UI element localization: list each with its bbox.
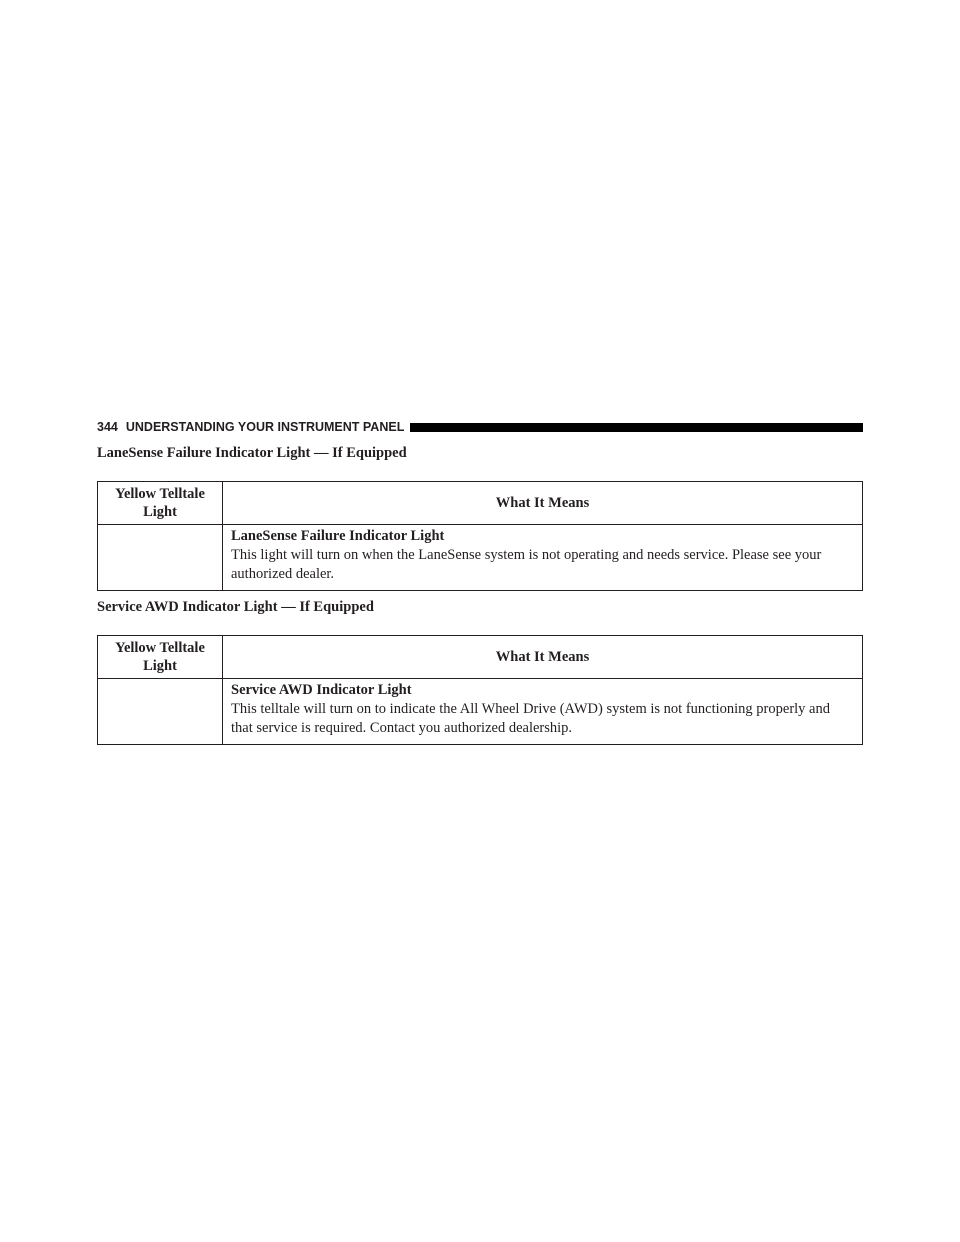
column-header-telltale: Yellow Telltale Light [98, 636, 223, 679]
header-rule [410, 423, 863, 432]
section-title: LaneSense Failure Indicator Light — If Equipped [97, 445, 407, 461]
section-service-awd [97, 597, 863, 745]
page-header [97, 419, 863, 435]
entry-description: This telltale will turn on to indicate the All Wheel Drive (AWD) system is not functioning properly and that service is required. Contact you authorized dealership. [231, 701, 830, 736]
meaning-cell [223, 525, 863, 591]
meaning-cell [223, 679, 863, 745]
entry-description: This light will turn on when the LaneSense system is not operating and needs service. Please see your authorized dealer. [231, 547, 822, 582]
telltale-icon-cell [98, 525, 223, 591]
section-title: Service AWD Indicator Light — If Equipped [97, 599, 374, 615]
entry-title: Service AWD Indicator Light [231, 682, 412, 698]
column-header-meaning: What It Means [223, 482, 863, 525]
telltale-table [97, 635, 863, 745]
table-header-row [98, 482, 863, 525]
telltale-table [97, 481, 863, 591]
section-lanesense-failure [97, 443, 863, 591]
chapter-title: UNDERSTANDING YOUR INSTRUMENT PANEL [125, 420, 405, 434]
column-header-telltale: Yellow Telltale Light [98, 482, 223, 525]
page-number: 344 [97, 420, 118, 434]
table-row [98, 679, 863, 745]
column-header-meaning: What It Means [223, 636, 863, 679]
telltale-icon-cell [98, 679, 223, 745]
table-header-row [98, 636, 863, 679]
table-row [98, 525, 863, 591]
entry-title: LaneSense Failure Indicator Light [231, 528, 445, 544]
